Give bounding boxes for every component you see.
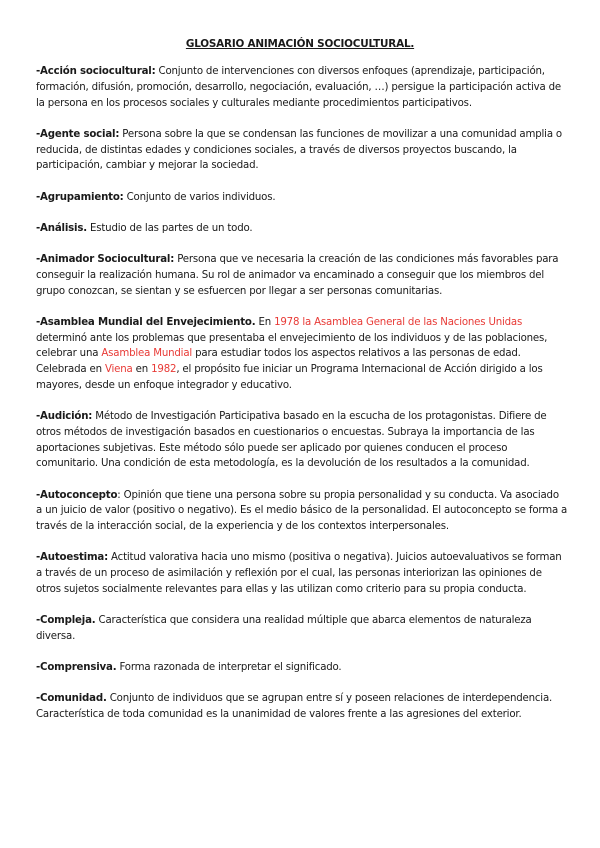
glossary-definition: Estudio de las partes de un todo.: [86, 222, 253, 234]
definition-text: determinó ante los problemas que presentaba el envejecimiento de los individuos y de las poblaciones, celebrar una: [36, 332, 548, 360]
glossary-term: -Autoconcepto: [36, 489, 118, 501]
glossary-definition: Persona sobre la que se condensan las funciones de movilizar a una comunidad amplia o reducida, de distintas edades y condiciones sociales, a través de diversos proyectos buscando, la participación, cambiar y mejorar la sociedad.: [36, 128, 562, 172]
glossary-term: -Animador Sociocultural:: [36, 253, 175, 265]
glossary-term: -Compleja.: [36, 615, 96, 627]
definition-text: En: [255, 316, 275, 328]
glossary-term: -Asamblea Mundial del Envejecimiento.: [36, 316, 256, 328]
glossary-term: -Análisis.: [36, 222, 87, 234]
glossary-term: -Agrupamiento:: [36, 191, 124, 203]
glossary-entry: [36, 660, 568, 676]
link-year-1982[interactable]: 1982: [151, 364, 177, 376]
glossary-entry: [36, 315, 568, 394]
link-vienna[interactable]: Viena: [104, 364, 133, 376]
link-world-assembly[interactable]: Asamblea Mundial: [101, 348, 193, 360]
glossary-term: -Comunidad.: [36, 693, 107, 705]
glossary-entry: [36, 613, 568, 645]
glossary-definition: Forma razonada de interpretar el significado.: [116, 662, 342, 674]
glossary-entry: [36, 409, 568, 472]
glossary-definition: Conjunto de intervenciones con diversos enfoques (aprendizaje, participación, formación, difusión, promoción, desarrollo, negociación, evaluación, …) persigue la participación activa de la persona en los procesos sociales y culturales mediante procedimientos participativos.: [36, 66, 561, 109]
glossary-entry: [36, 127, 568, 174]
glossary-term: -Audición:: [36, 411, 93, 423]
link-un-general-assembly[interactable]: la Asamblea General de las Naciones Unidas: [302, 316, 523, 328]
glossary-entry: [36, 252, 568, 299]
glossary-definition: Actitud valorativa hacia uno mismo (positiva o negativa). Juicios autoevaluativos se forman a través de un proceso de asimilación y reflexión por el cual, las personas interiorizan las opiniones de otros sujetos socialmente relevantes para ellas y las utilizan como criterio para su propia conducta.: [36, 552, 562, 596]
glossary-entry: [36, 64, 568, 111]
glossary-entry: [36, 488, 568, 535]
glossary-term: -Acción sociocultural:: [36, 66, 156, 77]
glossary-definition: : Opinión que tiene una persona sobre su propia personalidad y su conducta. Va asociado a un juicio de valor (positivo o negativo). Es el medio básico de la personalidad. El autoconcepto se forma a través de la interacción social, de la experiencia y de los contextos interpersonales.: [36, 489, 568, 533]
glossary-term: -Comprensiva.: [36, 662, 117, 674]
glossary-entry: [36, 691, 568, 723]
glossary-definition: Característica que considera una realidad múltiple que abarca elementos de naturaleza diversa.: [36, 615, 532, 643]
definition-text: en: [132, 364, 152, 376]
link-year-1978[interactable]: 1978: [274, 316, 300, 328]
glossary-definition: Conjunto de varios individuos.: [123, 191, 276, 203]
definition-text: para estudiar todos los aspectos relativos a las personas de edad. Celebrada en: [36, 348, 521, 376]
glossary-list: [36, 64, 568, 738]
glossary-entry: [36, 221, 568, 237]
definition-text: , el propósito fue iniciar un Programa Internacional de Acción dirigido a los mayores, desde un enfoque integrador y educativo.: [36, 364, 543, 391]
glossary-definition: Conjunto de individuos que se agrupan entre sí y poseen relaciones de interdependencia. Característica de toda comunidad es la unanimidad de valores frente a las agresiones del exterior.: [36, 693, 553, 721]
glossary-term: -Agente social:: [36, 128, 120, 140]
page-title: GLOSARIO ANIMACIÓN SOCIOCULTURAL.: [185, 38, 415, 50]
glossary-definition: Método de Investigación Participativa basado en la escucha de los protagonistas. Difiere de otros métodos de investigación basados en cuestionarios o encuestas. Subraya la importancia de las aportaciones subjetivas. Este método sólo puede ser aplicado por quienes conducen el proceso comunitario. Una condición de esta metodología, es la devolución de los resultados a la comunidad.: [36, 411, 547, 470]
glossary-entry: [36, 190, 568, 206]
glossary-entry: [36, 550, 568, 597]
glossary-term: -Autoestima:: [36, 552, 108, 564]
glossary-definition: Persona que ve necesaria la creación de las condiciones más favorables para conseguir la realización humana. Su rol de animador va encaminado a conseguir que los miembros del grupo conozcan, se sientan y se esfuercen por llegar a ser personas comunitarias.: [36, 253, 559, 297]
